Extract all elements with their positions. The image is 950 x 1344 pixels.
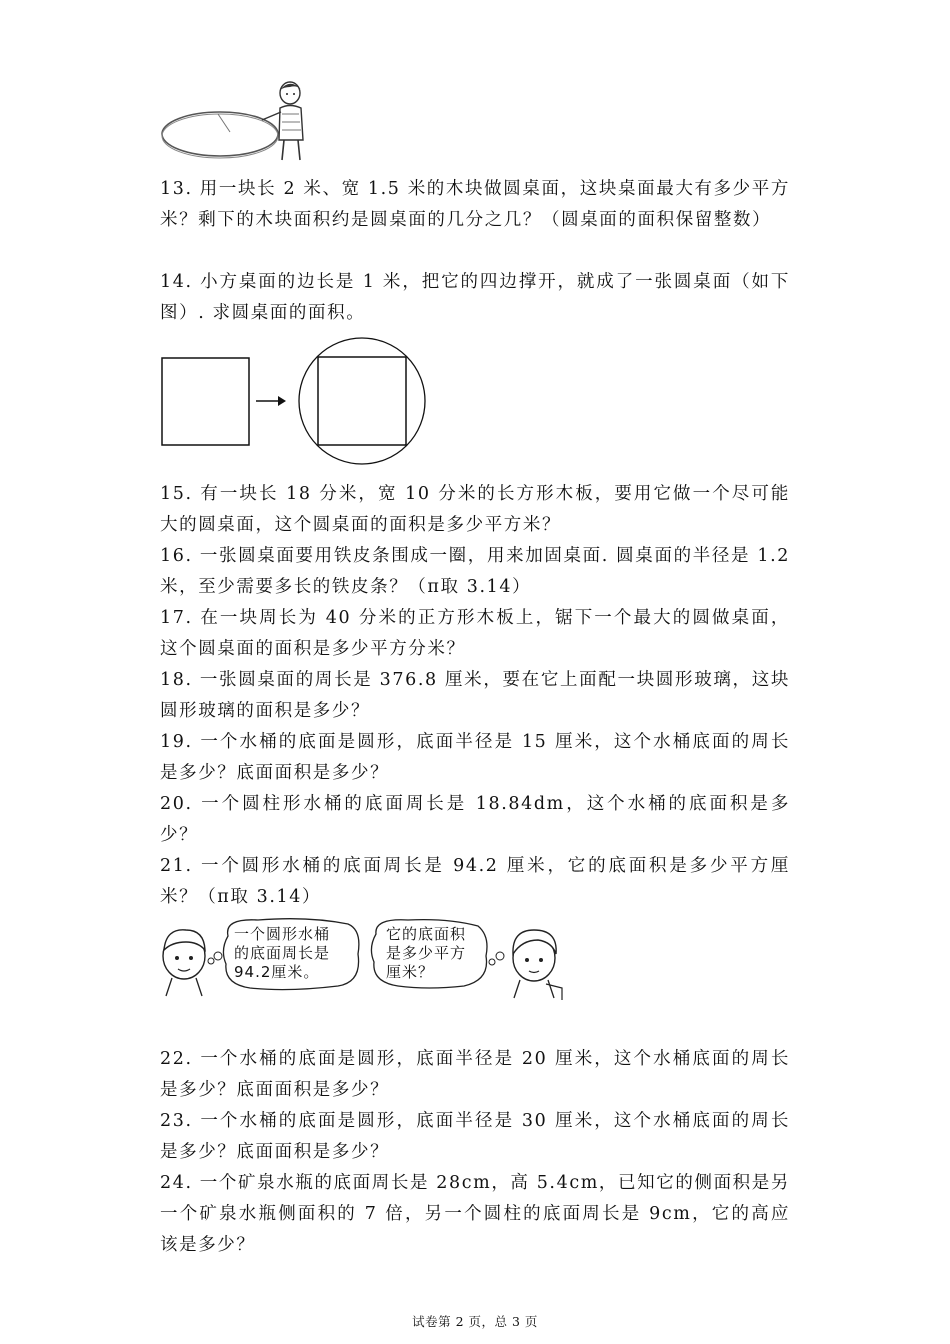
question-15: 15. 有一块长 18 分米，宽 10 分米的长方形木板，要用它做一个尽可能大的圆桌面，这个圆桌面的面积是多少平方米？ xyxy=(160,484,790,535)
question-20: 20. 一个圆柱形水桶的底面周长是 18.84dm，这个水桶的底面积是多少？ xyxy=(160,794,790,845)
question-14: 14. 小方桌面的边长是 1 米，把它的四边撑开，就成了一张圆桌面（如下图）. 求圆桌面的面积。 xyxy=(160,272,790,323)
bubble-right-text: 它的底面积 是多少平方 厘米？ xyxy=(386,925,467,981)
page-footer: 试卷第 2 页，总 3 页 xyxy=(412,1314,538,1329)
question-16: 16. 一张圆桌面要用铁皮条围成一圈，用来加固桌面. 圆桌面的半径是 1.2 米，至少需要多长的铁皮条？（π取 3.14） xyxy=(160,546,790,597)
question-21: 21. 一个圆形水桶的底面周长是 94.2 厘米，它的底面积是多少平方厘米？（π取 3.14） xyxy=(160,856,790,907)
bubble-left-text: 一个圆形水桶 的底面周长是 94.2厘米。 xyxy=(234,925,331,981)
question-13: 13. 用一块长 2 米、宽 1.5 米的木块做圆桌面，这块桌面最大有多少平方米？剩下的木块面积约是圆桌面的几分之几？（圆桌面的面积保留整数） xyxy=(160,179,790,230)
question-18: 18. 一张圆桌面的周长是 376.8 厘米，要在它上面配一块圆形玻璃，这块圆形玻璃的面积是多少？ xyxy=(160,670,790,721)
question-22: 22. 一个水桶的底面是圆形，底面半径是 20 厘米，这个水桶底面的周长是多少？底面面积是多少？ xyxy=(160,1049,790,1100)
person-with-round-table-illustration xyxy=(158,80,308,162)
question-23: 23. 一个水桶的底面是圆形，底面半径是 30 厘米，这个水桶底面的周长是多少？底面面积是多少？ xyxy=(160,1111,790,1162)
question-17: 17. 在一块周长为 40 分米的正方形木板上，锯下一个最大的圆做桌面，这个圆桌面的面积是多少平方分米？ xyxy=(160,608,790,659)
square-to-circle-diagram xyxy=(158,354,438,466)
kids-speech-bubbles-illustration xyxy=(158,916,608,1006)
question-19: 19. 一个水桶的底面是圆形，底面半径是 15 厘米，这个水桶底面的周长是多少？底面面积是多少？ xyxy=(160,732,790,783)
question-24: 24. 一个矿泉水瓶的底面周长是 28cm，高 5.4cm，已知它的侧面积是另一个矿泉水瓶侧面积的 7 倍，另一个圆柱的底面周长是 9cm，它的高应该是多少？ xyxy=(160,1173,790,1255)
